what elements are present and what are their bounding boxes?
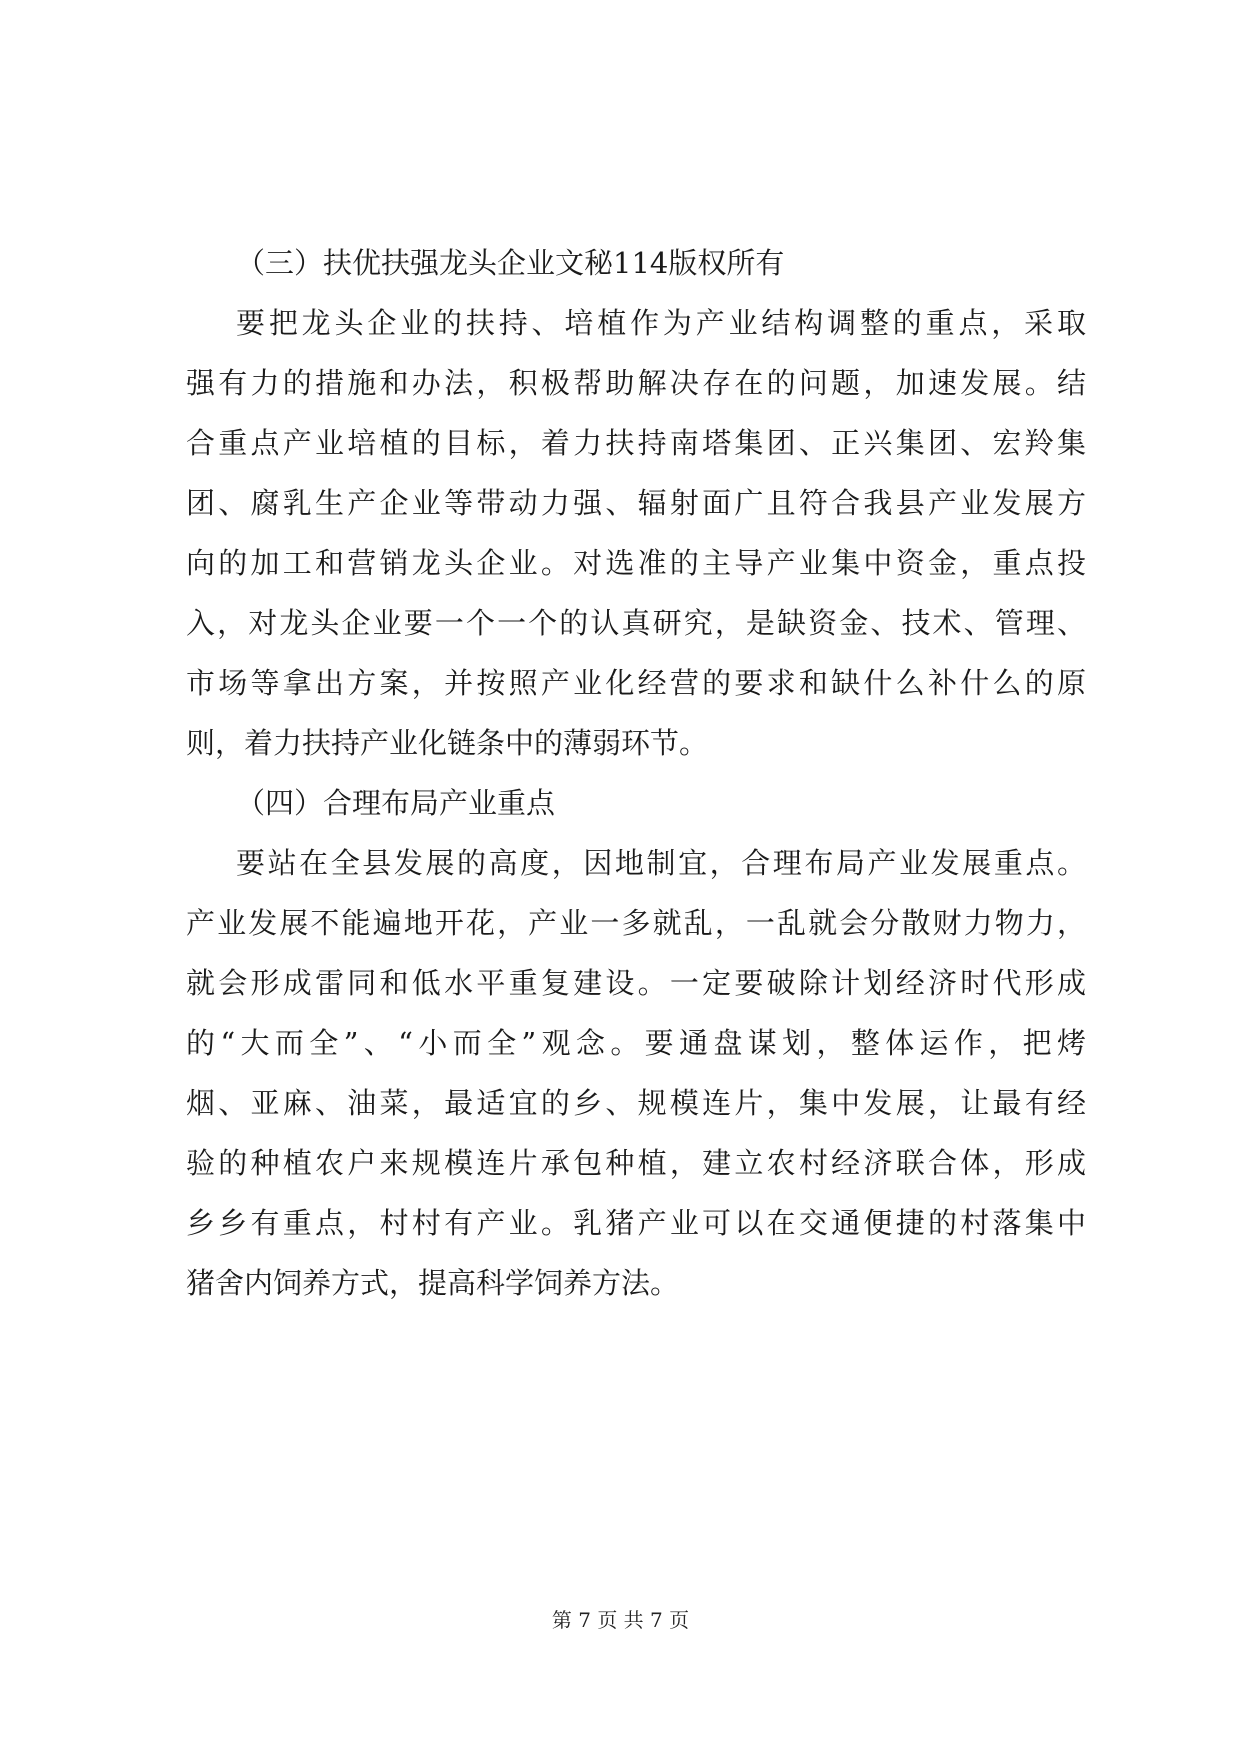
paragraph-4	[186, 833, 1086, 1313]
paragraph-line: 要把龙头企业的扶持、培植作为产业结构调整的重点，采取	[236, 306, 1086, 340]
paragraph-line: 就会形成雷同和低水平重复建设。一定要破除计划经济时代形成	[186, 966, 1086, 1000]
paragraph-line: 猪舍内饲养方式，提高科学饲养方法。	[186, 1266, 680, 1300]
paragraph-line: 入，对龙头企业要一个一个的认真研究，是缺资金、技术、管理、	[186, 606, 1086, 640]
paragraph-line: 验的种植农户来规模连片承包种植，建立农村经济联合体，形成	[186, 1146, 1086, 1180]
paragraph-line: 合重点产业培植的目标，着力扶持南塔集团、正兴集团、宏羚集	[186, 426, 1086, 460]
paragraph-line: 烟、亚麻、油菜，最适宜的乡、规模连片，集中发展，让最有经	[186, 1086, 1086, 1120]
document-body	[186, 233, 1086, 1313]
paragraph-line: 则，着力扶持产业化链条中的薄弱环节。	[186, 726, 709, 760]
section-heading-4: （四）合理布局产业重点	[236, 786, 556, 820]
page-number-footer: 第 7 页 共 7 页	[551, 1608, 690, 1632]
paragraph-line: 要站在全县发展的高度，因地制宜，合理布局产业发展重点。	[236, 846, 1086, 880]
paragraph-line: 团、腐乳生产企业等带动力强、辐射面广且符合我县产业发展方	[186, 486, 1086, 520]
section-heading-3: （三）扶优扶强龙头企业文秘114版权所有	[236, 246, 785, 280]
paragraph-line: 的“大而全”、“小而全”观念。要通盘谋划，整体运作，把烤	[186, 1026, 1086, 1060]
paragraph-3	[186, 293, 1086, 773]
paragraph-line: 乡乡有重点，村村有产业。乳猪产业可以在交通便捷的村落集中	[186, 1206, 1086, 1240]
paragraph-line: 向的加工和营销龙头企业。对选准的主导产业集中资金，重点投	[186, 546, 1086, 580]
paragraph-line: 强有力的措施和办法，积极帮助解决存在的问题，加速发展。结	[186, 366, 1086, 400]
paragraph-line: 产业发展不能遍地开花，产业一多就乱，一乱就会分散财力物力，	[186, 906, 1086, 940]
paragraph-line: 市场等拿出方案，并按照产业化经营的要求和缺什么补什么的原	[186, 666, 1086, 700]
